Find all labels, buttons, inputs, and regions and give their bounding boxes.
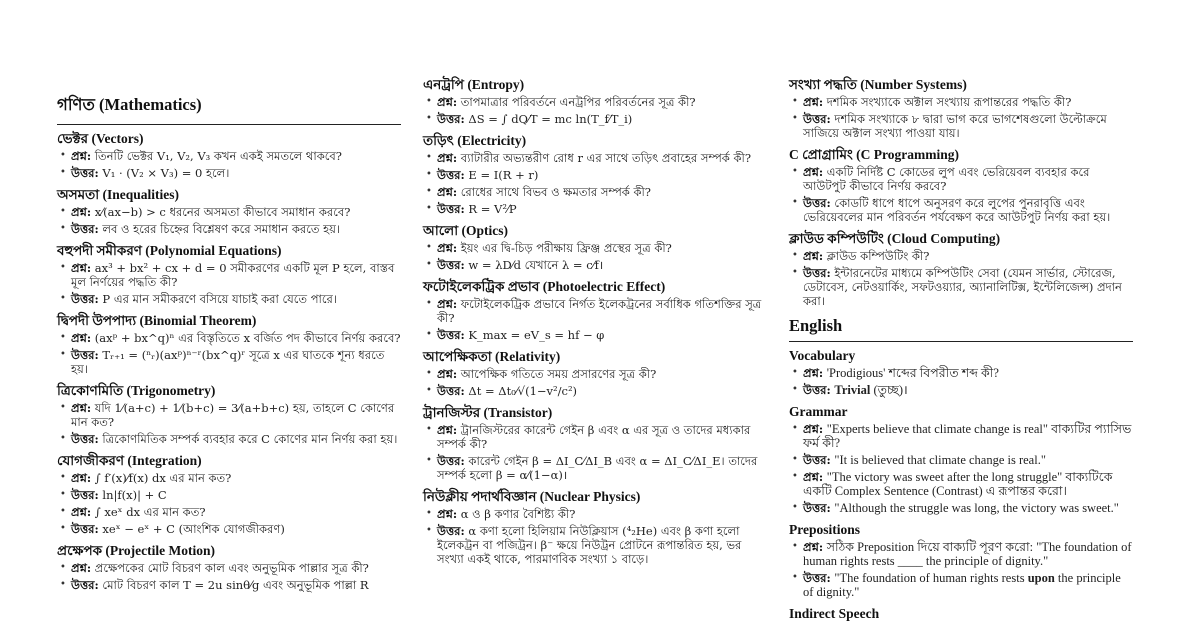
item-text: (তুচ্ছ)। [870, 383, 908, 397]
qa-list [789, 422, 1133, 515]
answer-label: উত্তর: [803, 112, 831, 126]
item-text: ত্রিকোণমিতিক সম্পর্ক ব্যবহার করে C কোণের মান নির্ণয় করা হয়। [102, 432, 398, 446]
question-label: প্রশ্ন: [71, 261, 92, 275]
qa-list [57, 149, 401, 180]
item-text: ΔS = ∫ dQ⁄T = mc ln(T_f⁄T_i) [468, 112, 633, 126]
question-label: প্রশ্ন: [803, 540, 824, 554]
answer-label: উত্তর: [71, 578, 99, 592]
question-label: প্রশ্ন: [71, 561, 92, 575]
topics-list [57, 130, 401, 592]
question-label: প্রশ্ন: [803, 470, 824, 484]
answer-item [423, 328, 767, 342]
question-label: প্রশ্ন: [437, 185, 458, 199]
answer-label: উত্তর: [803, 571, 831, 585]
column-physics [423, 76, 767, 569]
topic-title: বহুপদী সমীকরণ (Polynomial Equations) [57, 243, 282, 258]
question-label: প্রশ্ন: [437, 423, 458, 437]
item-text: "Experts believe that climate change is real" বাক্যটির প্যাসিভ ফর্ম কী? [803, 422, 1132, 450]
item-text: তিনটি ভেক্টর V₁, V₂, V₃ কখন একই সমতলে থাকবে? [94, 149, 342, 163]
answer-label: উত্তর: [437, 328, 465, 342]
answer-label: উত্তর: [437, 112, 465, 126]
item-text: যদি 1⁄(a+c) + 1⁄(b+c) = 3⁄(a+b+c) হয়, তাহলে C কোণের মান কত? [71, 401, 395, 429]
item-text: E = I(R + r) [468, 168, 539, 182]
item-text: Δt = Δt₀⁄√(1−v²/c²) [468, 384, 578, 398]
question-label: প্রশ্ন: [803, 165, 824, 179]
answer-label: উত্তর: [437, 258, 465, 272]
qa-list [423, 507, 767, 566]
question-label: প্রশ্ন: [71, 205, 92, 219]
topic-section [789, 230, 1133, 308]
question-label: প্রশ্ন: [71, 401, 92, 415]
answer-item [423, 168, 767, 182]
topic-title: যোগজীকরণ (Integration) [57, 453, 202, 468]
qa-list [789, 165, 1133, 224]
qa-list [423, 297, 767, 342]
item-text: তাপমাত্রার পরিবর্তনে এনট্রপির পরিবর্তনের সূত্র কী? [460, 95, 696, 109]
question-item [57, 261, 401, 289]
answer-item [57, 292, 401, 306]
topic-section [423, 488, 767, 566]
answer-item [57, 222, 401, 236]
item-text: দশমিক সংখ্যাকে ৮ দ্বারা ভাগ করে ভাগশেষগুলো উল্টোক্রমে সাজিয়ে অক্টাল সংখ্যা পাওয়া যায়। [803, 112, 1107, 140]
answer-item [789, 196, 1133, 224]
question-label: প্রশ্ন: [803, 95, 824, 109]
subject-title-mathematics: গণিত (Mathematics) [57, 92, 401, 125]
answer-label: উত্তর: [71, 488, 99, 502]
item-text: Tᵣ₊₁ = (ⁿᵣ)(axᵖ)ⁿ⁻ʳ(bx^q)ʳ সূত্রে x এর ঘাতকে শূন্য ধরতে হয়। [71, 348, 385, 376]
question-label: প্রশ্ন: [71, 471, 92, 485]
topic-title: ট্রানজিস্টর (Transistor) [423, 405, 553, 420]
question-item [789, 95, 1133, 109]
item-text: ইয়ং এর দ্বি-চিড় পরীক্ষায় ফ্রিঞ্জ প্রস্থের সূত্র কী? [460, 241, 672, 255]
question-label: প্রশ্ন: [437, 297, 458, 311]
item-text: ব্যাটারীর অভ্যন্তরীণ রোধ r এর সাথে তড়িৎ প্রবাহের সম্পর্ক কী? [460, 151, 752, 165]
item-text: xeˣ − eˣ + C (আংশিক যোগজীকরণ) [102, 522, 285, 536]
answer-item [57, 578, 401, 592]
answer-item [789, 501, 1133, 515]
answer-item [789, 571, 1133, 599]
qa-list [789, 540, 1133, 599]
item-text: "The victory was sweet after the long struggle" বাক্যটিকে একটি Complex Sentence (Contrast) এ রূপান্তর করো। [803, 470, 1113, 498]
question-item [423, 297, 767, 325]
question-item [57, 505, 401, 519]
topic-title: দ্বিপদী উপপাদ্য (Binomial Theorem) [57, 313, 257, 328]
item-text: রোধের সাথে বিভব ও ক্ষমতার সম্পর্ক কী? [460, 185, 651, 199]
item-text: the principle of dignity." [803, 571, 1121, 599]
topic-title: তড়িৎ (Electricity) [423, 133, 527, 148]
qa-list [57, 205, 401, 236]
answer-label: উত্তর: [803, 383, 831, 397]
answer-label: উত্তর: [71, 222, 99, 236]
question-label: প্রশ্ন: [803, 366, 824, 380]
answer-item [423, 524, 767, 566]
column-ict-english [789, 76, 1133, 624]
answer-label: উত্তর: [71, 522, 99, 536]
answer-item [423, 384, 767, 398]
topic-title: সংখ্যা পদ্ধতি (Number Systems) [789, 77, 967, 92]
question-label: প্রশ্ন: [437, 95, 458, 109]
topic-section [423, 132, 767, 216]
item-text: x⁄(ax−b) > c ধরনের অসমতা কীভাবে সমাধান করবে? [94, 205, 351, 219]
question-label: প্রশ্ন: [803, 422, 824, 436]
item-text: "Although the struggle was long, the victory was sweet." [834, 501, 1119, 515]
item-emphasis: Trivial [834, 383, 871, 397]
topic-title: আপেক্ষিকতা (Relativity) [423, 349, 561, 364]
answer-item [423, 454, 767, 482]
question-item [423, 423, 767, 451]
topic-section [789, 347, 1133, 397]
item-text: (axᵖ + bx^q)ⁿ এর বিস্তৃতিতে x বর্জিত পদ কীভাবে নির্ণয় করবে? [94, 331, 401, 345]
topic-section [789, 146, 1133, 224]
question-label: প্রশ্ন: [437, 507, 458, 521]
topic-title: Prepositions [789, 522, 861, 537]
study-sheet [57, 76, 1134, 624]
topic-section [423, 348, 767, 398]
question-item [423, 507, 767, 521]
qa-list [789, 95, 1133, 140]
topic-section [789, 76, 1133, 140]
topic-section [57, 382, 401, 446]
question-item [789, 540, 1133, 568]
item-text: "It is believed that climate change is real." [834, 453, 1046, 467]
item-text: মোট বিচরণ কাল T = 2u sinθ⁄g এবং অনুভূমিক পাল্লা R [102, 578, 369, 592]
answer-item [57, 348, 401, 376]
answer-label: উত্তর: [71, 292, 99, 306]
topic-section [57, 542, 401, 592]
item-text: R = V²⁄P [468, 202, 517, 216]
question-label: প্রশ্ন: [71, 505, 92, 519]
topic-section [423, 76, 767, 126]
answer-label: উত্তর: [803, 501, 831, 515]
question-item [789, 249, 1133, 263]
topic-title: ক্লাউড কম্পিউটিং (Cloud Computing) [789, 231, 1001, 246]
topic-section [423, 278, 767, 342]
question-item [423, 151, 767, 165]
item-text: V₁ · (V₂ × V₃) = 0 হলে। [102, 166, 230, 180]
item-text: প্রক্ষেপকের মোট বিচরণ কাল এবং অনুভূমিক পাল্লার সূত্র কী? [94, 561, 369, 575]
topic-title: নিউক্লীয় পদার্থবিজ্ঞান (Nuclear Physics) [423, 489, 641, 504]
answer-label: উত্তর: [437, 168, 465, 182]
item-emphasis: upon [1027, 571, 1055, 585]
answer-item [789, 112, 1133, 140]
question-item [789, 165, 1133, 193]
qa-list [57, 471, 401, 536]
topic-section [789, 605, 1133, 622]
topic-section [57, 130, 401, 180]
answer-label: উত্তর: [71, 432, 99, 446]
topic-title: ফটোইলেকট্রিক প্রভাব (Photoelectric Effect) [423, 279, 666, 294]
topic-section [423, 404, 767, 482]
qa-list [57, 561, 401, 592]
topic-title: এনট্রপি (Entropy) [423, 77, 525, 92]
answer-label: উত্তর: [437, 202, 465, 216]
qa-list [423, 151, 767, 216]
qa-list [423, 423, 767, 482]
answer-item [57, 432, 401, 446]
topic-title: ত্রিকোণমিতি (Trigonometry) [57, 383, 216, 398]
item-text: ট্রানজিস্টরের কারেন্ট গেইন β এবং α এর সূত্র ও তাদের মধ্যকার সম্পর্ক কী? [437, 423, 751, 451]
qa-list [789, 249, 1133, 308]
topic-section [57, 312, 401, 376]
answer-item [789, 383, 1133, 397]
answer-item [423, 112, 767, 126]
answer-item [57, 522, 401, 536]
item-text: ইন্টারনেটের মাধ্যমে কম্পিউটিং সেবা (যেমন সার্ভার, স্টোরেজ, ডেটাবেস, নেটওয়ার্কিং, সফটওয়্যার, অ্যানালিটিক্স, ইন্টেলিজেন্স) প্রদান করা। [803, 266, 1122, 308]
item-text: K_max = eV_s = hf − φ [468, 328, 605, 342]
question-item [789, 422, 1133, 450]
column-mathematics [57, 92, 401, 595]
question-item [423, 185, 767, 199]
question-label: প্রশ্ন: [437, 367, 458, 381]
answer-item [423, 258, 767, 272]
topic-title: Grammar [789, 404, 848, 419]
answer-item [57, 488, 401, 502]
answer-item [789, 266, 1133, 308]
question-item [57, 205, 401, 219]
topic-title: অসমতা (Inequalities) [57, 187, 180, 202]
topic-title: আলো (Optics) [423, 223, 509, 238]
item-text: দশমিক সংখ্যাকে অক্টাল সংখ্যায় রূপান্তরের পদ্ধতি কী? [826, 95, 1072, 109]
question-label: প্রশ্ন: [803, 249, 824, 263]
item-text: ∫ xeˣ dx এর মান কত? [94, 505, 206, 519]
item-text: কোডটি ধাপে ধাপে অনুসরণ করে লুপের পুনরাবৃত্তি এবং ভেরিয়েবলের মান পরিবর্তন পর্যবেক্ষণ করে আউটপুট নির্ণয় করা হয়। [803, 196, 1111, 224]
topic-section [57, 242, 401, 306]
topic-section [789, 403, 1133, 515]
qa-list [57, 331, 401, 376]
answer-label: উত্তর: [803, 266, 831, 280]
qa-list [423, 241, 767, 272]
item-text: "The foundation of human rights rests [834, 571, 1028, 585]
answer-label: উত্তর: [803, 196, 831, 210]
topics-list [789, 76, 1133, 308]
answer-label: উত্তর: [437, 384, 465, 398]
topic-title: ভেক্টর (Vectors) [57, 131, 144, 146]
question-item [789, 366, 1133, 380]
item-text: লব ও হরের চিহ্নের বিশ্লেষণ করে সমাধান করতে হয়। [102, 222, 341, 236]
question-item [57, 331, 401, 345]
question-item [57, 401, 401, 429]
topics-list-english [789, 347, 1133, 622]
question-label: প্রশ্ন: [71, 331, 92, 345]
answer-label: উত্তর: [803, 453, 831, 467]
qa-list [57, 401, 401, 446]
item-text: w = λD⁄d যেখানে λ = c⁄f। [468, 258, 604, 272]
topic-section [57, 452, 401, 536]
answer-item [789, 453, 1133, 467]
question-item [57, 561, 401, 575]
question-item [57, 149, 401, 163]
item-text: কারেন্ট গেইন β = ΔI_C⁄ΔI_B এবং α = ΔI_C⁄ΔI_E। তাদের সম্পর্ক হলো β = α⁄(1−α)। [437, 454, 758, 482]
subject-title-english: English [789, 316, 1133, 342]
item-text: α ও β কণার বৈশিষ্ট্য কী? [460, 507, 576, 521]
topic-title: Vocabulary [789, 348, 856, 363]
answer-label: উত্তর: [71, 166, 99, 180]
item-text: ক্লাউড কম্পিউটিং কী? [826, 249, 930, 263]
topic-section [57, 186, 401, 236]
topic-title: প্রক্ষেপক (Projectile Motion) [57, 543, 215, 558]
question-label: প্রশ্ন: [437, 151, 458, 165]
question-label: প্রশ্ন: [71, 149, 92, 163]
topic-section [789, 521, 1133, 599]
answer-item [57, 166, 401, 180]
item-text: সঠিক Preposition দিয়ে বাক্যটি পূরণ করো: "The foundation of human rights rests ____ the principle of dignity." [803, 540, 1132, 568]
question-item [423, 367, 767, 381]
qa-list [57, 261, 401, 306]
item-text: α কণা হলো হিলিয়াম নিউক্লিয়াস (⁴₂He) এবং β কণা হলো ইলেকট্রন বা পজিট্রন। β⁻ ক্ষয়ে নিউট্রন প্রোটনে রূপান্তরিত হয়, ভর সংখ্যা একই থাকে, পারমাণবিক সংখ্যা ১ বাড়ে। [437, 524, 742, 566]
answer-label: উত্তর: [437, 524, 465, 538]
qa-list [423, 95, 767, 126]
item-text: 'Prodigious' শব্দের বিপরীত শব্দ কী? [826, 366, 999, 380]
qa-list [423, 367, 767, 398]
item-text: আপেক্ষিক গতিতে সময় প্রসারণের সূত্র কী? [460, 367, 657, 381]
item-text: P এর মান সমীকরণে বসিয়ে যাচাই করা যেতে পারে। [102, 292, 337, 306]
topic-section [423, 222, 767, 272]
item-text: ∫ f′(x)⁄f(x) dx এর মান কত? [94, 471, 232, 485]
topic-title: C প্রোগ্রামিং (C Programming) [789, 147, 960, 162]
topic-title: Indirect Speech [789, 606, 880, 621]
question-item [57, 471, 401, 485]
question-item [423, 95, 767, 109]
question-item [789, 470, 1133, 498]
topics-list [423, 76, 767, 566]
question-item [423, 241, 767, 255]
answer-label: উত্তর: [437, 454, 465, 468]
item-text: একটি নির্দিষ্ট C কোডের লুপ এবং ভেরিয়েবল ব্যবহার করে আউটপুট কীভাবে নির্ণয় করবে? [803, 165, 1090, 193]
question-label: প্রশ্ন: [437, 241, 458, 255]
item-text: ln|f(x)| + C [102, 488, 167, 502]
answer-label: উত্তর: [71, 348, 99, 362]
qa-list [789, 366, 1133, 397]
answer-item [423, 202, 767, 216]
item-text: ফটোইলেকট্রিক প্রভাবে নির্গত ইলেকট্রনের সর্বাধিক গতিশক্তির সূত্র কী? [437, 297, 762, 325]
item-text: ax³ + bx² + cx + d = 0 সমীকরণের একটি মূল P হলে, বাস্তব মূল নির্ণয়ের পদ্ধতি কী? [71, 261, 395, 289]
